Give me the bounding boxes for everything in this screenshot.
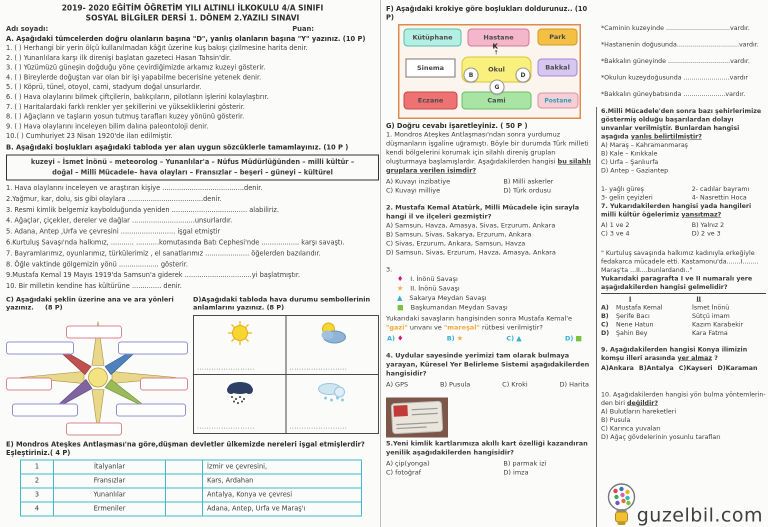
sketch-map xyxy=(398,24,581,119)
true-false-item-7: 7. ( ) Haritalardaki farklı renkler yer şekillerini ve yüksekliklerini gösterir. xyxy=(6,103,245,111)
square-icon: ■ xyxy=(575,334,582,343)
row-number: 3 xyxy=(21,488,54,502)
star-icon: ★ xyxy=(456,334,464,343)
map-box-hastane: Hastane xyxy=(468,29,530,47)
direction-answer-box-north xyxy=(66,325,122,338)
question-9 xyxy=(601,345,766,372)
compass-diagram xyxy=(6,315,188,436)
answer-cell xyxy=(166,460,203,474)
fill-blank-item-3: 3. Resmi kimlik belgemiz kaybolduğunda yeniden .................................... alabiliriz. xyxy=(6,206,279,214)
sun-icon xyxy=(223,320,257,346)
legend-label: I. İnönü Savaşı xyxy=(410,275,458,283)
question-stem-underlined: yanlış belirtilmiştir? xyxy=(630,132,702,140)
numbered-list xyxy=(601,185,766,202)
true-false-item-2: 2. ( ) Yunanlılara karşı ilk direnişi başlatan gazeteci Hasan Tahsin'dir. xyxy=(6,54,232,62)
option-letter: B) xyxy=(446,335,455,343)
student-name-label: Adı soyadı: xyxy=(6,25,49,33)
star-icon: ★ xyxy=(397,284,404,293)
direction-answer-box-northwest xyxy=(6,341,74,354)
option-col1: Şahin Bey xyxy=(616,329,648,337)
word-bank-line1: kuzeyi – İsmet İnönü – meteorolog – Yunanlılar'a – Nüfus Müdürlüğünden – milli kültür – xyxy=(30,158,355,166)
options xyxy=(601,364,766,373)
lightbulb-logo xyxy=(604,481,640,527)
option-b xyxy=(447,334,463,344)
option-a: A) çip(yonga) xyxy=(386,460,430,468)
table-row xyxy=(21,488,362,502)
option-d: D) Türk ordusu xyxy=(503,187,552,195)
section-g-title: G) Doğru cevabı işaretleyiniz. ( 50 P ) xyxy=(386,122,528,130)
fill-blank-item-2: 2.Yağmur, kar, dolu, sis gibi olaylara ....................................denir. xyxy=(6,195,222,203)
option-c: C) fotoğraf xyxy=(386,469,422,477)
legend-item xyxy=(386,284,592,294)
question-stem xyxy=(386,315,592,333)
option-c: C) Karınca yuvaları xyxy=(601,424,661,432)
snow-cloud-icon xyxy=(315,379,349,405)
fill-blank-item-10: 10. Bir milletin kendine has kültürüne .............. denir. xyxy=(6,282,182,291)
table-row xyxy=(21,502,362,516)
question-stem-underlined: yer almaz xyxy=(677,354,713,362)
question-stem: 6.Milli Mücadele'den sonra bazı şehirlerimize göstermiş olduğu başarılardan dolayı unvanlar verilmiştir. Bunlardan hangisi aşağıda xyxy=(601,107,762,140)
legend-label: Başkumandan Meydan Savaşı xyxy=(410,304,508,312)
true-false-item-6: 6. ( ) Hava olaylarını bilmek çiftçilerin, balıkçıların, pilotların işlerini kolaylaştırır. xyxy=(6,93,269,101)
map-box-okul: Okul xyxy=(462,57,532,83)
exam-title-line1: 2019- 2020 EĞİTİM ÖĞRETİM YILI ALTINLI İLKOKULU 4/A SINIFI xyxy=(61,3,324,13)
option-c: C) 3 ve 4 xyxy=(601,229,630,237)
krokiye-statement-5: *Bakkalın güneybatısında .....................vardır. xyxy=(601,90,746,98)
legend-label: II. İnönü Savaşı xyxy=(410,285,460,293)
option-d xyxy=(601,329,766,338)
fill-blank-item-9: 9.Mustafa Kemal 19 Mayıs 1919'da Samsun'a giderek ................................yi başlatmıştır. xyxy=(6,271,301,280)
option-b: B) Samsun, Sivas, Sakarya, Erzurum, Ankara xyxy=(386,231,532,239)
map-box-bakkal: Bakkal xyxy=(538,59,578,77)
square-icon: ■ xyxy=(397,303,404,312)
option-letter: D) xyxy=(601,329,610,337)
section-b-title: B. Aşağıdaki boşlukları aşağıdaki tabloda yer alan uygun sözcüklerle tamamlayınız. (10 P ) xyxy=(6,143,349,152)
map-box-postane: Postane xyxy=(538,93,579,109)
quote-paragraph: " Kurtuluş savaşında halkımız kadınıyla erkeğiyle fedakarca mücadele etti. Kastamonu'da.......I........ Maraş'ta ...II....bunlardandı.." xyxy=(601,249,759,274)
exam-title-line2: SOSYAL BİLGİLER DERSİ 1. DÖNEM 2.YAZILI SINAVI xyxy=(85,13,300,23)
section-e-title-line2: Eşleştiriniz.( 4 P) xyxy=(6,449,71,457)
direction-answer-box-east xyxy=(140,377,188,390)
option-d: D) Harita xyxy=(559,381,589,389)
option-b: B) Kale – Kırıkkale xyxy=(601,149,658,157)
highlight-maresal: "mareşal" xyxy=(443,324,480,332)
option-letter: C) xyxy=(601,320,609,328)
nation-cell: Ermeniler xyxy=(54,502,166,516)
list-item-2: 2- cadılar bayramı xyxy=(691,185,750,193)
option-letter: A) xyxy=(387,335,396,343)
north-arrow-icon: ↑ xyxy=(493,49,499,56)
rain-cloud-icon xyxy=(223,379,257,405)
map-box-cami: Cami xyxy=(462,92,532,110)
nation-cell: Yunanlılar xyxy=(54,488,166,502)
nation-cell: İtalyanlar xyxy=(54,460,166,474)
table-row xyxy=(21,460,362,474)
weather-cell-sunny xyxy=(194,315,287,374)
word-bank-line2: doğal – Milli Mücadele– hava olayları – Fransızlar – beşeri – güneyi – kültürel xyxy=(52,168,333,177)
list-item-3: 3- gelin çeyizleri xyxy=(601,193,653,201)
name-score-row xyxy=(6,25,379,33)
id-card-image xyxy=(386,398,448,438)
question-stem-underlined: yansıtmaz? xyxy=(681,210,722,218)
map-box-kutuphane: Kütüphane xyxy=(404,29,462,47)
weather-answer-line: ........................ xyxy=(289,363,348,371)
question-stem: 4. Uydular sayesinde yerimizi tam olarak bulmaya yarayan, Küresel Yer Belirleme Sistemi aşağıdakilerden hangisidir? xyxy=(386,352,590,378)
sun-behind-cloud-icon xyxy=(315,320,349,346)
fill-blank-item-1: 1. Hava olaylarını inceleyen ve araştıran kişiye .......................................denir. xyxy=(6,184,263,192)
option-b: B) Milli askerler xyxy=(503,178,554,186)
option-col2: Kazım Karabekir xyxy=(692,320,744,328)
options xyxy=(386,381,592,390)
site-watermark xyxy=(604,481,763,526)
option-col1: Mustafa Kemal xyxy=(616,303,663,311)
option-c: C) Urfa – Şanlıurfa xyxy=(601,158,659,166)
question-10 xyxy=(601,390,766,441)
fill-blank-item-5: 5. Adana, Antep ,Urfa ve çevresini .......................... işgal etmiştir xyxy=(6,228,221,236)
option-c xyxy=(601,320,766,329)
section-f-title: F) Aşağıdaki krokiye göre boşlukları doldurunuz.. (10 P) xyxy=(386,5,588,22)
question-stem: Yukarıdaki paragrafta I ve II numaralı yere aşağıdakilerden hangisi gelmelidir? xyxy=(601,274,753,291)
weather-cell-snowy xyxy=(286,374,379,433)
option-b: B)Antalya xyxy=(638,364,674,372)
table-row xyxy=(21,474,362,488)
fill-blank-item-8: 8. Öğle vaktinde gölgemizin yönü ................... gösterir. xyxy=(6,260,188,269)
place-cell: Kars, Ardahan xyxy=(203,474,362,488)
map-box-park: Park xyxy=(538,29,578,46)
direction-answer-box-southeast xyxy=(116,403,186,416)
direction-answer-box-west xyxy=(6,377,52,390)
option-d: D) Antep – Gaziantep xyxy=(601,166,669,174)
question-5 xyxy=(386,398,592,478)
option-a xyxy=(601,303,766,312)
row-number: 1 xyxy=(21,460,54,474)
answer-cell xyxy=(166,474,203,488)
question-number: 3. xyxy=(386,266,393,274)
q8-column-headers xyxy=(601,293,766,303)
answer-cell xyxy=(166,488,203,502)
section-d-title: D)Aşağıdaki tabloda hava durumu sembollerinin anlamlarını yazınız. (8 P) xyxy=(193,295,371,312)
weather-cell-partly-cloudy xyxy=(286,315,379,374)
krokiye-statement-4: *Okulun kuzeydoğusunda .......................vardır xyxy=(601,73,749,81)
sections-c-d-row xyxy=(6,296,379,437)
map-circle-b: B xyxy=(464,68,479,83)
stem-text: rütbesi verilmiştir? xyxy=(479,324,543,332)
map-box-sinema: Sinema xyxy=(406,59,456,78)
question-6 xyxy=(601,107,766,175)
section-d xyxy=(193,296,379,437)
triangle-icon: ▲ xyxy=(516,334,522,343)
column-divider-left xyxy=(380,0,381,527)
question-4 xyxy=(386,352,592,390)
fill-blank-item-4: 4. Ağaçlar, çiçekler, dereler ve dağlar ..............................unsurlardır. xyxy=(6,217,233,225)
weather-answer-line: ........................ xyxy=(289,422,348,430)
option-d: D) Ağaç gövdelerinin yosunlu tarafları xyxy=(601,433,721,441)
question-stem: 9. Aşağıdakilerden hangisi Konya ilimizin komşu illeri arasında xyxy=(601,345,748,362)
option-a: A) GPS xyxy=(386,381,409,389)
option-d xyxy=(565,334,582,344)
options xyxy=(601,221,766,238)
option-a: A) Maraş – Kahramanmaraş xyxy=(601,141,688,149)
section-e-title-line1: E) Mondros Ateşkes Antlaşması'na göre,düşman devletler ülkemizde nereleri işgal etmişlerdir? xyxy=(6,440,365,449)
option-col2: Sütçü imam xyxy=(692,312,730,320)
matching-table xyxy=(20,459,362,516)
place-cell: Adana, Antep, Urfa ve Maraş'ı xyxy=(203,502,362,516)
north-letter: K xyxy=(492,42,498,51)
question-stem-suffix: ? xyxy=(712,354,718,362)
question-stem: 7. Yukarıdakilerden hangisi yada hangileri milli kültür öğelerimiz xyxy=(601,202,752,218)
right-column xyxy=(601,0,766,449)
true-false-item-4: 4. ( ) Bireylerde doğuştan var olan bir işi yapabilme becerisine yetenek denir. xyxy=(6,73,262,82)
question-stem: 2. Mustafa Kemal Atatürk, Milli Mücadele için sırayla hangi il ve ilçeleri gezmiştir? xyxy=(386,204,580,221)
option-c: C) Kroki xyxy=(502,381,528,389)
column-header-2: II xyxy=(696,295,702,303)
weather-answer-line: ........................ xyxy=(197,422,255,430)
option-d: D) 2 ve 3 xyxy=(691,229,721,237)
column-divider-right xyxy=(596,107,597,527)
option-c: C) Kuvayı milliye xyxy=(386,187,441,195)
word-bank-box xyxy=(6,154,379,180)
option-b xyxy=(601,312,766,321)
row-number: 4 xyxy=(21,502,54,516)
watermark-text: guzelbil.com xyxy=(636,504,763,527)
option-a: A) 1 ve 2 xyxy=(601,221,630,229)
options xyxy=(386,333,592,344)
place-cell: Antalya, Konya ve çevresi xyxy=(203,488,362,502)
option-d: D)Karaman xyxy=(717,364,758,372)
direction-answer-box-northeast xyxy=(118,341,188,354)
score-label: Puan: xyxy=(292,25,314,33)
krokiye-statement-3: *Bakkalın güneyinde ...............................vardır. xyxy=(601,57,750,65)
stem-text: unvanı ve xyxy=(407,324,444,332)
question-2 xyxy=(386,204,592,258)
option-b: B) parmak izi xyxy=(503,460,547,468)
diamond-icon: ♦ xyxy=(397,275,404,283)
weather-symbols-table xyxy=(193,315,379,434)
option-col1: Nene Hatun xyxy=(616,320,654,328)
nation-cell: Fransızlar xyxy=(54,474,166,488)
legend-item xyxy=(386,275,592,285)
row-number: 2 xyxy=(21,474,54,488)
list-item-4: 4- Nasrettin Hoca xyxy=(691,193,747,201)
diamond-icon: ♦ xyxy=(397,334,404,343)
krokiye-statements xyxy=(601,24,766,98)
option-c: C) Sivas, Erzurum, Ankara, Samsun, Havza xyxy=(386,240,526,248)
middle-column xyxy=(386,3,592,486)
left-column xyxy=(6,3,379,516)
option-d: D) imza xyxy=(503,469,529,477)
question-8 xyxy=(601,249,766,338)
legend-item xyxy=(386,303,592,313)
column-header-1: I xyxy=(629,295,632,303)
option-letter: A) xyxy=(601,303,609,311)
weather-cell-rainy xyxy=(194,374,287,433)
option-col2: Kara Fatma xyxy=(692,329,728,337)
section-c xyxy=(6,296,193,437)
options xyxy=(386,178,592,196)
option-letter: D) xyxy=(564,335,574,343)
direction-answer-box-southwest xyxy=(12,403,78,416)
place-cell: İzmir ve çevresini, xyxy=(203,460,362,474)
map-box-eczane: Eczane xyxy=(404,92,458,110)
question-stem-underlined: bu silahlı gruplara verilen isimdir? xyxy=(386,158,591,175)
fill-blank-item-6: 6.Kurtuluş Savaşı'nda halkımız, ........... ...........komutasında Batı Cephesi'nde .................. karşı savaştı. xyxy=(6,238,345,247)
highlight-gazi: "gazi" xyxy=(386,324,408,332)
question-stem: 1. Mondros Ateşkes Antlaşması'ndan sonra yurdumuz düşmanların işgaline uğramıştı. Böyle bir durumda Türk milleti kendi bölgelerini korumak için silahlı direniş grupları oluşturmaya başlamışlardır. Aşağıdakilerden hangisi xyxy=(386,131,589,166)
map-circle-d: D xyxy=(516,68,531,83)
direction-answer-box-south xyxy=(66,422,122,435)
legend-item xyxy=(386,294,592,304)
true-false-item-1: 1. ( ) Herhangi bir yerin ölçü kullanılmadan kâğıt üzerine kuş bakışı çizilmesine harita denir. xyxy=(6,44,308,52)
list-item-1: 1- yağlı güreş xyxy=(601,185,644,193)
question-3 xyxy=(386,266,592,344)
true-false-item-5: 5. ( ) Köprü, tünel, otoyol, cami, stadyum doğal unsurlardır. xyxy=(6,83,202,92)
true-false-item-8: 8. ( ) Ağaçların ve taşların yosun tutmuş tarafları kuzey yönünü gösterir. xyxy=(6,113,245,121)
option-c xyxy=(506,334,521,344)
krokiye-statement-2: *Hastanenin doğusunda...............................vardır. xyxy=(601,40,759,48)
option-b: B) Pusula xyxy=(601,416,631,424)
options xyxy=(386,460,592,478)
true-false-item-3: 3. ( ) Yüzümüzü güneşin doğduğu yöne çevirdiğimizde arkamız kuzeyi gösterir. xyxy=(6,64,266,72)
answer-cell xyxy=(166,502,203,516)
true-false-item-9: 9. ( ) Hava olaylarını inceleyen bilim dalına paleontoloji denir. xyxy=(6,122,209,131)
question-stem: 10. Aşağıdakilerden hangisi yön bulma yöntemlerin-den biri xyxy=(601,390,766,407)
map-circle-g: G xyxy=(490,80,505,95)
option-a: A)Ankara xyxy=(601,364,634,372)
krokiye-statement-1: *Caminin kuzeyinde ................................vardır. xyxy=(601,24,750,32)
fill-blank-item-7: 7. Bayramlarımız, oyunlarımız, türkülerimiz , el sanatlarımız ..................... öğelerden bazılarıdır. xyxy=(6,249,321,258)
triangle-icon: ▲ xyxy=(397,294,403,302)
question-1 xyxy=(386,131,592,196)
option-c: C)Kayseri xyxy=(678,364,713,372)
option-d: D) Samsun, Sivas, Erzurum, Havza, Amasya, Ankara xyxy=(386,249,556,257)
question-7 xyxy=(601,185,766,238)
stem-text: Yukarıdaki savaşların hangisinden sonra Mustafa Kemal'e xyxy=(386,315,573,323)
option-a xyxy=(387,334,403,344)
option-a: A) Bulutların hareketleri xyxy=(601,407,677,415)
section-a-title: A. Aşağıdaki tümcelerden doğru olanların başına "D", yanlış olanların başına "Y" yazınız. (10 P) xyxy=(6,35,366,43)
option-letter: B) xyxy=(601,312,609,320)
option-b: B) Pusula xyxy=(440,381,471,389)
option-a: A) Kuvayı inzibatiye xyxy=(386,178,451,186)
section-c-title: C) Aşağıdaki şeklin üzerine ana ve ara yönleri yazınız. (8 P) xyxy=(6,295,174,312)
option-col1: Şerife Bacı xyxy=(616,312,650,320)
option-b: B) Yalnız 2 xyxy=(691,221,725,229)
option-a: A) Samsun, Havza, Amasya, Sivas, Erzurum, Ankara xyxy=(386,222,556,230)
question-stem: 5.Yeni kimlik kartlarımıza akıllı kart özelliği kazandıran yenilik aşağıdakilerden hangisidir? xyxy=(386,440,588,457)
option-letter: C) xyxy=(506,335,515,343)
section-e-title xyxy=(6,440,379,457)
weather-answer-line: ........................ xyxy=(197,363,255,371)
question-stem-underlined: değildir? xyxy=(626,399,658,407)
option-col2: İsmet İnönü xyxy=(692,303,730,311)
legend-label: Sakarya Meydan Savaşı xyxy=(409,294,487,302)
true-false-item-10: 10.( ) Cumhuriyet 23 Nisan 1920'de ilan edilmiştir. xyxy=(6,132,173,141)
